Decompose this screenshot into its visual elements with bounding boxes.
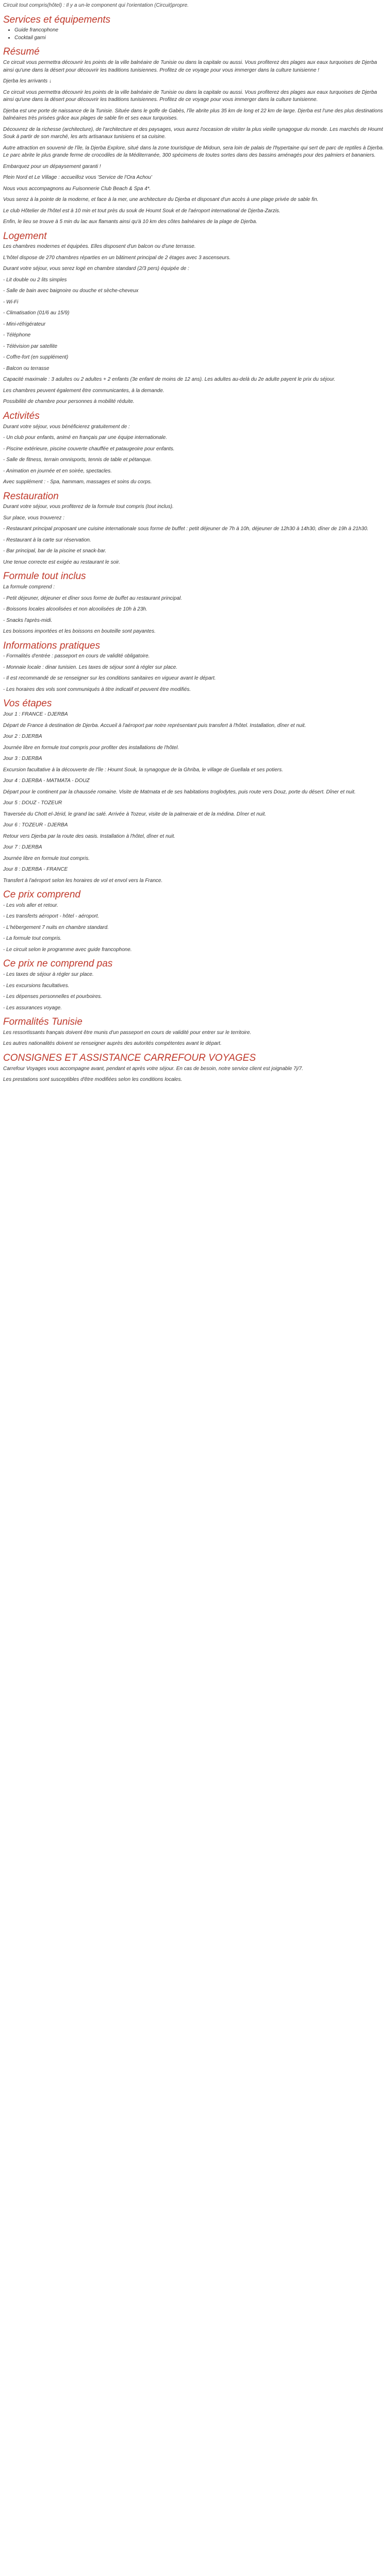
paragraph: Jour 1 : FRANCE - DJERBA	[3, 711, 68, 717]
paragraph: Djerba les arrivants ↓	[3, 78, 52, 84]
paragraph: Les chambres modernes et équipées. Elles disposent d'un balcon ou d'une terrasse.	[3, 244, 196, 250]
section	[3, 14, 388, 42]
paragraph: - Les transferts aéroport - hôtel - aéroport.	[3, 913, 100, 920]
paragraph: Les boissons importées et les boissons en bouteille sont payantes.	[3, 629, 156, 634]
paragraph: - Restaurant à la carte sur réservation.	[3, 537, 91, 543]
paragraph: Les ressortissants français doivent être munis d'un passeport en cours de validité pour entrer sur le territoire.	[3, 1029, 252, 1036]
paragraph: Jour 8 : DJERBA - FRANCE	[3, 867, 68, 872]
paragraph: - Télévision par satellite	[3, 343, 58, 349]
paragraph: - Restaurant principal proposant une cuisine internationale sous forme de buffet : petit déjeuner de 7h à 10h, déjeuner de 12h30 à 14h30, dîner de 19h à 21h30.	[3, 526, 369, 532]
paragraph: Journée libre en formule tout compris pour profiter des installations de l'hôtel.	[3, 744, 179, 751]
paragraph: Traversée du Chott el-Jérid, le grand lac salé. Arrivée à Tozeur, visite de la palmeraie et de la médina. Dîner et nuit.	[3, 811, 266, 817]
paragraph: Carrefour Voyages vous accompagne avant, pendant et après votre séjour. En cas de besoin, notre service client est joignable 7j/7.	[3, 1065, 303, 1072]
paragraph: - Balcon ou terrasse	[3, 365, 50, 371]
section-title: Formule tout inclus	[3, 571, 86, 582]
paragraph: Ce circuit vous permettra découvrir les points de la ville balnéaire de Tunisie ou dans la capitale ou aussi. Vous profiterez des plages aux eaux turquoises de Djerba ainsi qu'une dans la désert pour découvrir les traditions tunisiennes. Profitez de ce voyage pour vous immerger dans la culture tunisienne !	[3, 60, 377, 73]
paragraph: - Piscine extérieure, piscine couverte chauffée et pataugeoire pour enfants.	[3, 446, 175, 452]
section	[3, 698, 388, 885]
paragraph: - Boissons locales alcoolisées et non alcoolisées de 10h à 23h.	[3, 606, 148, 612]
section-title: Restauration	[3, 490, 59, 502]
paragraph: - Formalités d'entrée : passeport en cours de validité obligatoire.	[3, 653, 150, 659]
section-title: Vos étapes	[3, 698, 52, 709]
section-title: Informations pratiques	[3, 640, 100, 651]
paragraph: Embarquez pour un dépaysement garanti !	[3, 163, 101, 170]
section	[3, 1052, 388, 1084]
section	[3, 570, 388, 635]
section-title: Services et équipements	[3, 14, 111, 25]
paragraph: Jour 2 : DJERBA	[3, 734, 42, 739]
paragraph: - Bar principal, bar de la piscine et snack-bar.	[3, 548, 107, 554]
paragraph: Départ de France à destination de Djerba. Accueil à l'aéroport par notre représentant puis transfert à l'hôtel. Installation, dîner et nuit.	[3, 722, 306, 728]
paragraph: Enfin, le lieu se trouve à 5 min du lac aux flamants ainsi qu'à 10 km des côtes balnéaires de la plage de Djerba.	[3, 219, 257, 225]
paragraph: Journée libre en formule tout compris.	[3, 855, 90, 861]
intro-text: Circuit tout compris(hôtel) : Il y a un-le component qui l'orientation (Circuit)propre.	[3, 3, 189, 8]
paragraph: Sur place, vous trouverez :	[3, 515, 64, 521]
paragraph: - Le circuit selon le programme avec guide francophone.	[3, 946, 132, 953]
paragraph: - Wi-Fi	[3, 299, 19, 305]
bullet-item: • Guide francophone	[14, 27, 388, 35]
paragraph: - Lit double ou 2 lits simples	[3, 277, 67, 283]
paragraph: - Coffre-fort (en supplément)	[3, 354, 69, 361]
paragraph: Autre attraction en souvenir de l'île, la Djerba Explore, situé dans la zone touristique de Midoun, sera loin de palais de l'hypertaine qui sert de parc de reptiles à Djerba. Le parc abrite le plus grande ferme de crocodiles de la Méditerranée, 300 spécimens de toutes sortes dans des bassins aménagés pour des palmiers et bananiers.	[3, 145, 384, 158]
section-title: Ce prix comprend	[3, 889, 80, 900]
paragraph: - Les taxes de séjour à régler sur place.	[3, 972, 94, 977]
paragraph: Retour vers Djerba par la route des oasis. Installation à l'hôtel, dîner et nuit.	[3, 833, 175, 839]
paragraph: - Climatisation (01/6 au 15/9)	[3, 310, 70, 316]
paragraph: - Petit déjeuner, déjeuner et dîner sous forme de buffet au restaurant principal.	[3, 595, 182, 601]
paragraph: Transfert à l'aéroport selon les horaires de vol et envol vers la France.	[3, 877, 163, 884]
paragraph: Jour 5 : DOUZ - TOZEUR	[3, 800, 62, 806]
paragraph: Départ pour le continent par la chaussée romaine. Visite de Matmata et de ses habitations troglodytes, puis route vers Douz, porte du désert. Dîner et nuit.	[3, 789, 356, 795]
section-title: Activités	[3, 410, 40, 421]
section-title: CONSIGNES ET ASSISTANCE CARREFOUR VOYAGES	[3, 1052, 256, 1063]
paragraph: Durant votre séjour, vous profiterez de la formule tout compris (tout inclus).	[3, 504, 174, 510]
paragraph: Les autres nationalités doivent se renseigner auprès des autorités compétentes avant le départ.	[3, 1041, 222, 1047]
section-title: Logement	[3, 230, 47, 242]
paragraph: - Les excursions facultatives.	[3, 982, 70, 989]
sections-container	[3, 14, 388, 1084]
paragraph: - La formule tout compris.	[3, 936, 62, 942]
paragraph: - Salle de bain avec baignoire ou douche et sèche-cheveux	[3, 288, 139, 294]
paragraph: - L'hébergement 7 nuits en chambre standard.	[3, 924, 109, 930]
paragraph: - Téléphone	[3, 332, 31, 338]
paragraph: La formule comprend :	[3, 584, 55, 590]
paragraph: Les chambres peuvent également être communicantes, à la demande.	[3, 387, 165, 394]
paragraph: - Monnaie locale : dinar tunisien. Les taxes de séjour sont à régler sur place.	[3, 664, 177, 670]
section-title: Formalités Tunisie	[3, 1016, 83, 1027]
paragraph: - Snacks l'après-midi.	[3, 617, 53, 623]
bullet-list	[3, 27, 388, 42]
paragraph: Durant votre séjour, vous bénéficierez gratuitement de :	[3, 423, 130, 430]
paragraph: - Animation en journée et en soirée, spectacles.	[3, 468, 112, 474]
paragraph: Le club Hôtelier de l'hôtel est à 10 min et tout près du souk de Houmt Souk et de l'aéroport international de Djerba-Zarzis.	[3, 208, 281, 214]
paragraph: - Les assurances voyage.	[3, 1005, 62, 1011]
section	[3, 230, 388, 406]
paragraph: Plein Nord et Le Village : accueilloz vous 'Service de l'Ora Achou'	[3, 175, 152, 180]
paragraph: - Un club pour enfants, animé en français par une équipe internationale.	[3, 435, 167, 440]
paragraph: Jour 6 : TOZEUR - DJERBA	[3, 822, 68, 828]
paragraph: Nous vous accompagnons au Fuisonnerie Club Beach & Spa 4*.	[3, 185, 151, 192]
paragraph: - Les dépenses personnelles et pourboires.	[3, 994, 102, 999]
paragraph: Vous serez à la pointe de la moderne, et face à la mer, une architecture du Djerba et disposant d'un accès à une plage privée de sable fin.	[3, 197, 319, 202]
bullet-item: • Cocktail garni	[14, 35, 388, 42]
section-title: Résumé	[3, 46, 40, 58]
paragraph: Une tenue correcte est exigée au restaurant le soir.	[3, 559, 120, 565]
section	[3, 410, 388, 486]
paragraph: Jour 4 : DJERBA - MATMATA - DOUZ	[3, 778, 90, 784]
paragraph: Possibilité de chambre pour personnes à mobilité réduite.	[3, 399, 135, 405]
paragraph: - Mini-réfrigérateur	[3, 321, 46, 327]
paragraph: Jour 3 : DJERBA	[3, 756, 42, 761]
section	[3, 490, 388, 567]
paragraph: - Les vols aller et retour.	[3, 902, 58, 908]
paragraph: Les prestations sont susceptibles d'être modifiées selon les conditions locales.	[3, 1077, 183, 1082]
section-title: Ce prix ne comprend pas	[3, 958, 113, 970]
paragraph: Découvrez de la richesse (architecture), de l'architecture et des paysages, vous aurez l'occasion de visiter la plus vieille synagogue du monde. Les marchés de Houmt Souk à partir de son marché, les arts artisanaux tunisiens et sa cuisine.	[3, 126, 383, 140]
paragraph: Capacité maximale : 3 adultes ou 2 adultes + 2 enfants (3e enfant de moins de 12 ans). Les adultes au-delà du 2e adulte payent le prix du séjour.	[3, 377, 336, 383]
section	[3, 958, 388, 1012]
paragraph: Jour 7 : DJERBA	[3, 844, 42, 850]
paragraph: - Salle de fitness, terrain omnisports, tennis de table et pétanque.	[3, 457, 152, 463]
page-content	[0, 0, 391, 1093]
paragraph: Djerba est une porte de naissance de la Tunisie. Située dans le golfe de Gabès, l'île abrite plus 35 km de long et 22 km de large. Djerba est l'une des plus destinations balnéaires très prisées grâce aux plages de sable fin et ses eaux turquoises.	[3, 108, 383, 121]
section	[3, 640, 388, 694]
paragraph: - Il est recommandé de se renseigner sur les conditions sanitaires en vigueur avant le départ.	[3, 675, 216, 682]
paragraph: Durant votre séjour, vous serez logé en chambre standard (2/3 pers) équipée de :	[3, 266, 189, 272]
paragraph: - Les horaires des vols sont communiqués à titre indicatif et peuvent être modifiés.	[3, 686, 191, 692]
section	[3, 46, 388, 226]
paragraph: Excursion facultative à la découverte de l'île : Houmt Souk, la synagogue de la Ghriba, le village de Guellala et ses potiers.	[3, 767, 283, 773]
section	[3, 1016, 388, 1048]
paragraph: Avec supplément : - Spa, hammam, massages et soins du corps.	[3, 479, 152, 485]
paragraph: L'hôtel dispose de 270 chambres réparties en un bâtiment principal de 2 étages avec 3 ascenseurs.	[3, 255, 231, 261]
paragraph: Ce circuit vous permettra découvrir les points de la ville balnéaire de Tunisie ou dans la capitale ou aussi. Vous profiterez des plages aux eaux turquoises de Djerba ainsi qu'une dans la désert pour découvrir les traditions tunisiennes. Profitez de ce voyage pour vous immerger dans la culture tunisienne.	[3, 89, 377, 103]
section	[3, 889, 388, 954]
